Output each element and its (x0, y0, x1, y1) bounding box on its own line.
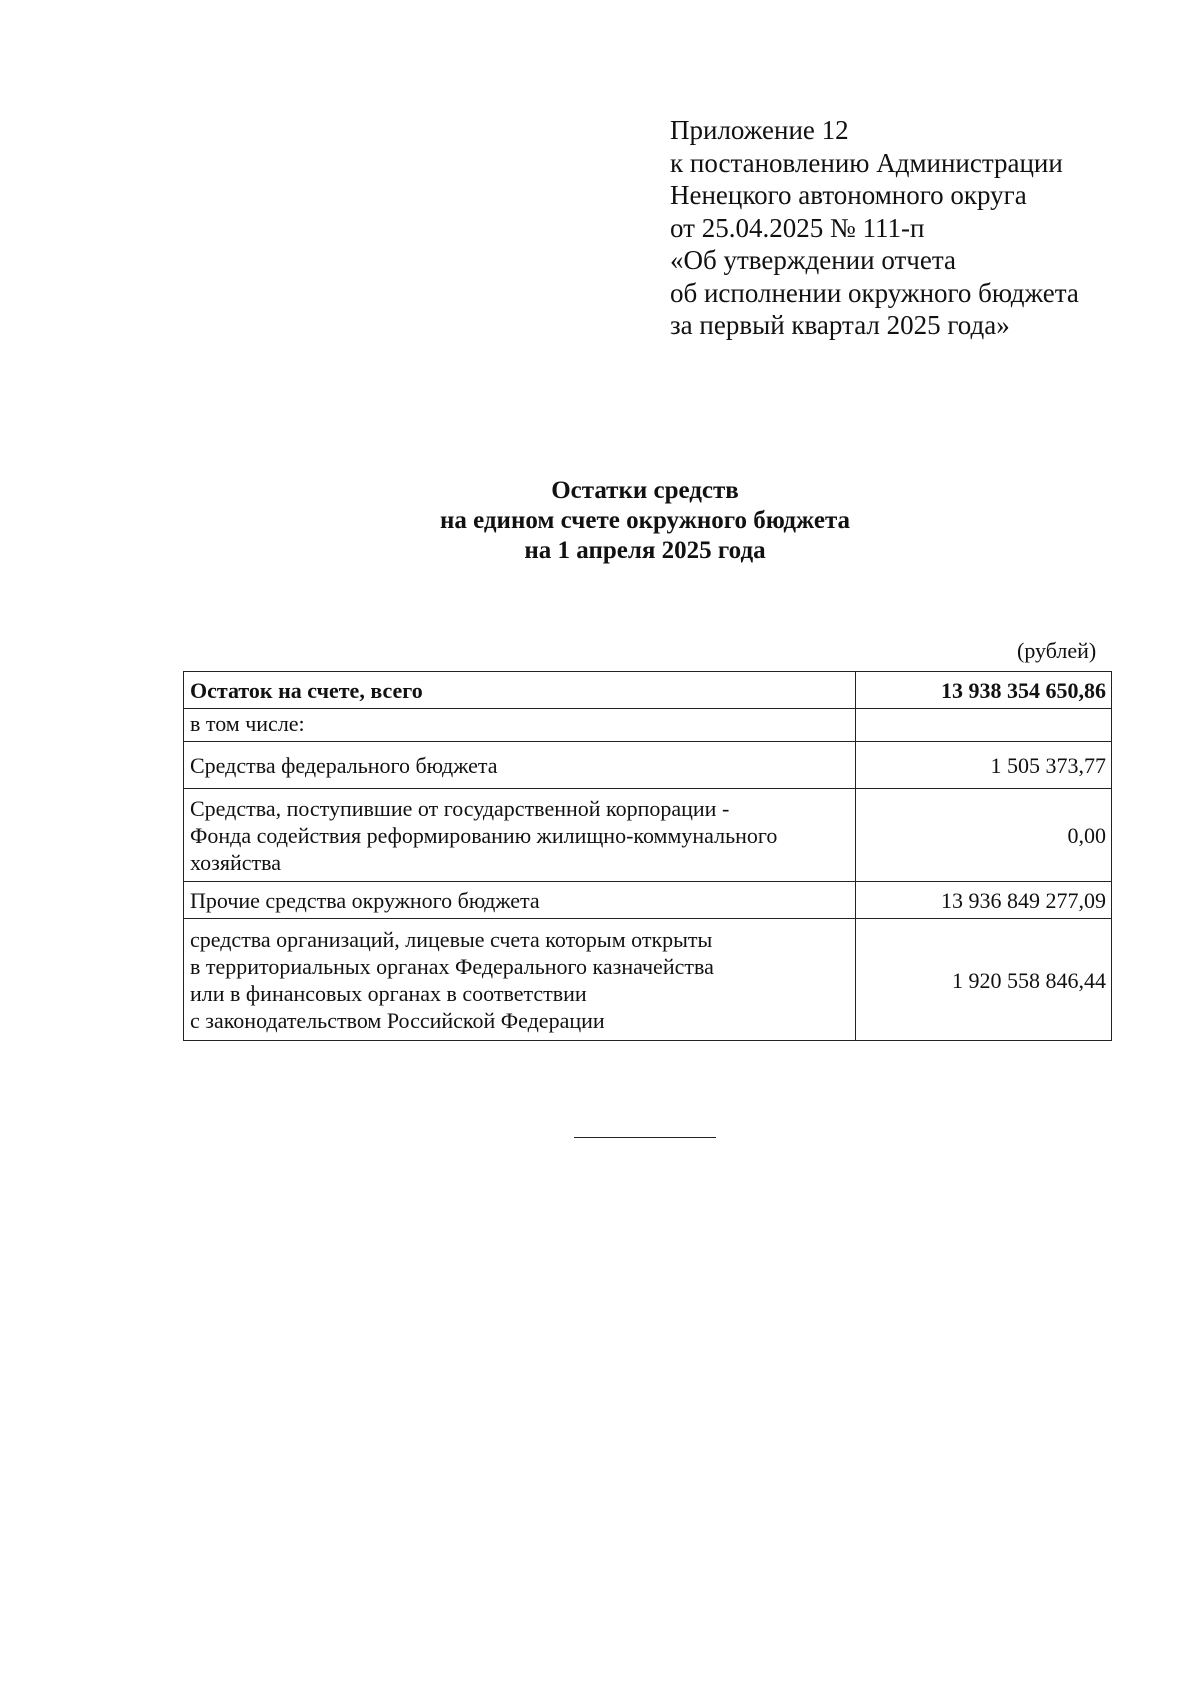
table-row-orgs (184, 919, 1112, 1041)
total-value: 13 938 354 650,86 (856, 672, 1112, 709)
intro-label: в том числе: (184, 709, 856, 742)
orgs-label: средства организаций, лицевые счета которым открыты в территориальных органах Федерального казначейства или в финансовых органах в соответствии с законодательством Российской Федерации (190, 927, 714, 1033)
appendix-reference (670, 114, 1079, 342)
balances-table (183, 671, 1112, 1041)
other-label: Прочие средства окружного бюджета (184, 882, 856, 919)
federal-label: Средства федерального бюджета (184, 742, 856, 789)
table-row-fund (184, 789, 1112, 882)
appendix-line: от 25.04.2025 № 111-п (670, 212, 925, 243)
appendix-line: за первый квартал 2025 года» (670, 310, 1010, 340)
title-line: на едином счете окружного бюджета (439, 507, 851, 534)
intro-value-empty (856, 709, 1112, 742)
federal-value: 1 505 373,77 (856, 742, 1112, 789)
table-row-intro (184, 709, 1112, 742)
title-line: Остатки средств (551, 477, 739, 504)
table-row-federal (184, 742, 1112, 789)
fund-label: Средства, поступившие от государственной корпорации - Фонда содействия реформированию жилищно-коммунального хозяйства (190, 795, 778, 875)
appendix-line: «Об утверждении отчета (670, 245, 956, 275)
orgs-value: 1 920 558 846,44 (856, 919, 1112, 1041)
title-line: на 1 апреля 2025 года (524, 537, 766, 564)
fund-value: 0,00 (856, 789, 1112, 882)
appendix-line: к постановлению Администрации (670, 147, 1063, 178)
appendix-line: об исполнении окружного бюджета (670, 277, 1079, 308)
fund-label-cell (184, 789, 856, 882)
table-row-other (184, 882, 1112, 919)
table-row-total (184, 672, 1112, 709)
units-label: (рублей) (1017, 638, 1097, 663)
end-divider (574, 1137, 716, 1138)
total-label: Остаток на счете, всего (184, 672, 856, 709)
appendix-line: Ненецкого автономного округа (670, 180, 1027, 210)
other-value: 13 936 849 277,09 (856, 882, 1112, 919)
appendix-line: Приложение 12 (670, 115, 849, 145)
document-title (0, 476, 1200, 566)
orgs-label-cell (184, 919, 856, 1041)
